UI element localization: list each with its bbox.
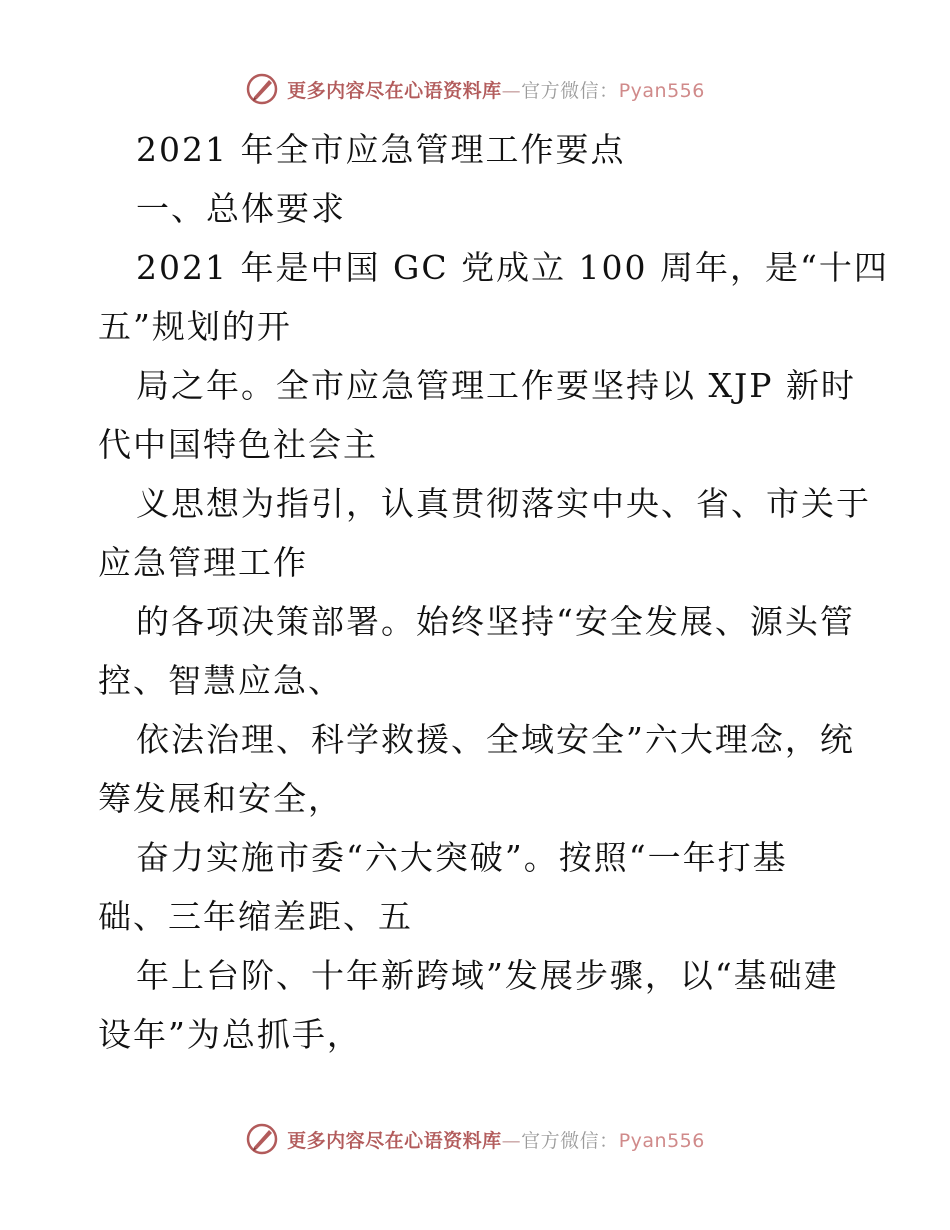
watermark-text <box>287 76 705 103</box>
footer-watermark <box>0 1122 950 1156</box>
document-line: 2021 年是中国 GC 党成立 100 周年，是“十四 <box>136 248 889 287</box>
document-line: 应急管理工作 <box>98 543 308 582</box>
watermark-brand: 更多内容尽在心语资料库 <box>287 1129 502 1152</box>
document-line: 础、三年缩差距、五 <box>98 897 413 936</box>
document-line: 年上台阶、十年新跨域”发展步骤，以“基础建 <box>136 956 839 995</box>
document-line: 依法治理、科学救援、全域安全”六大理念，统 <box>136 720 855 759</box>
document-line: 2021 年全市应急管理工作要点 <box>136 130 626 169</box>
document-line: 设年”为总抓手， <box>98 1015 362 1054</box>
document-line: 一、总体要求 <box>136 189 346 228</box>
feather-seal-icon <box>245 72 279 106</box>
watermark-handle: Pyan556 <box>618 79 705 102</box>
watermark-contact-label: 官方微信： <box>521 1129 619 1152</box>
header-watermark <box>0 72 950 106</box>
document-line: 五”规划的开 <box>98 307 292 346</box>
watermark-text <box>287 1126 705 1153</box>
watermark-contact-label: 官方微信： <box>521 79 619 102</box>
watermark-brand: 更多内容尽在心语资料库 <box>287 79 502 102</box>
watermark-handle: Pyan556 <box>618 1129 705 1152</box>
document-line: 的各项决策部署。始终坚持“安全发展、源头管 <box>136 602 855 641</box>
watermark-separator: — <box>501 1129 522 1152</box>
document-line: 代中国特色社会主 <box>98 425 378 464</box>
document-line: 义思想为指引，认真贯彻落实中央、省、市关于 <box>136 484 871 523</box>
document-body <box>98 120 889 1064</box>
document-line: 局之年。全市应急管理工作要坚持以 XJP 新时 <box>136 366 856 405</box>
feather-seal-icon <box>245 1122 279 1156</box>
document-line: 奋力实施市委“六大突破”。按照“一年打基 <box>136 838 788 877</box>
document-line: 控、智慧应急、 <box>98 661 343 700</box>
watermark-separator: — <box>501 79 522 102</box>
document-line: 筹发展和安全， <box>98 779 343 818</box>
